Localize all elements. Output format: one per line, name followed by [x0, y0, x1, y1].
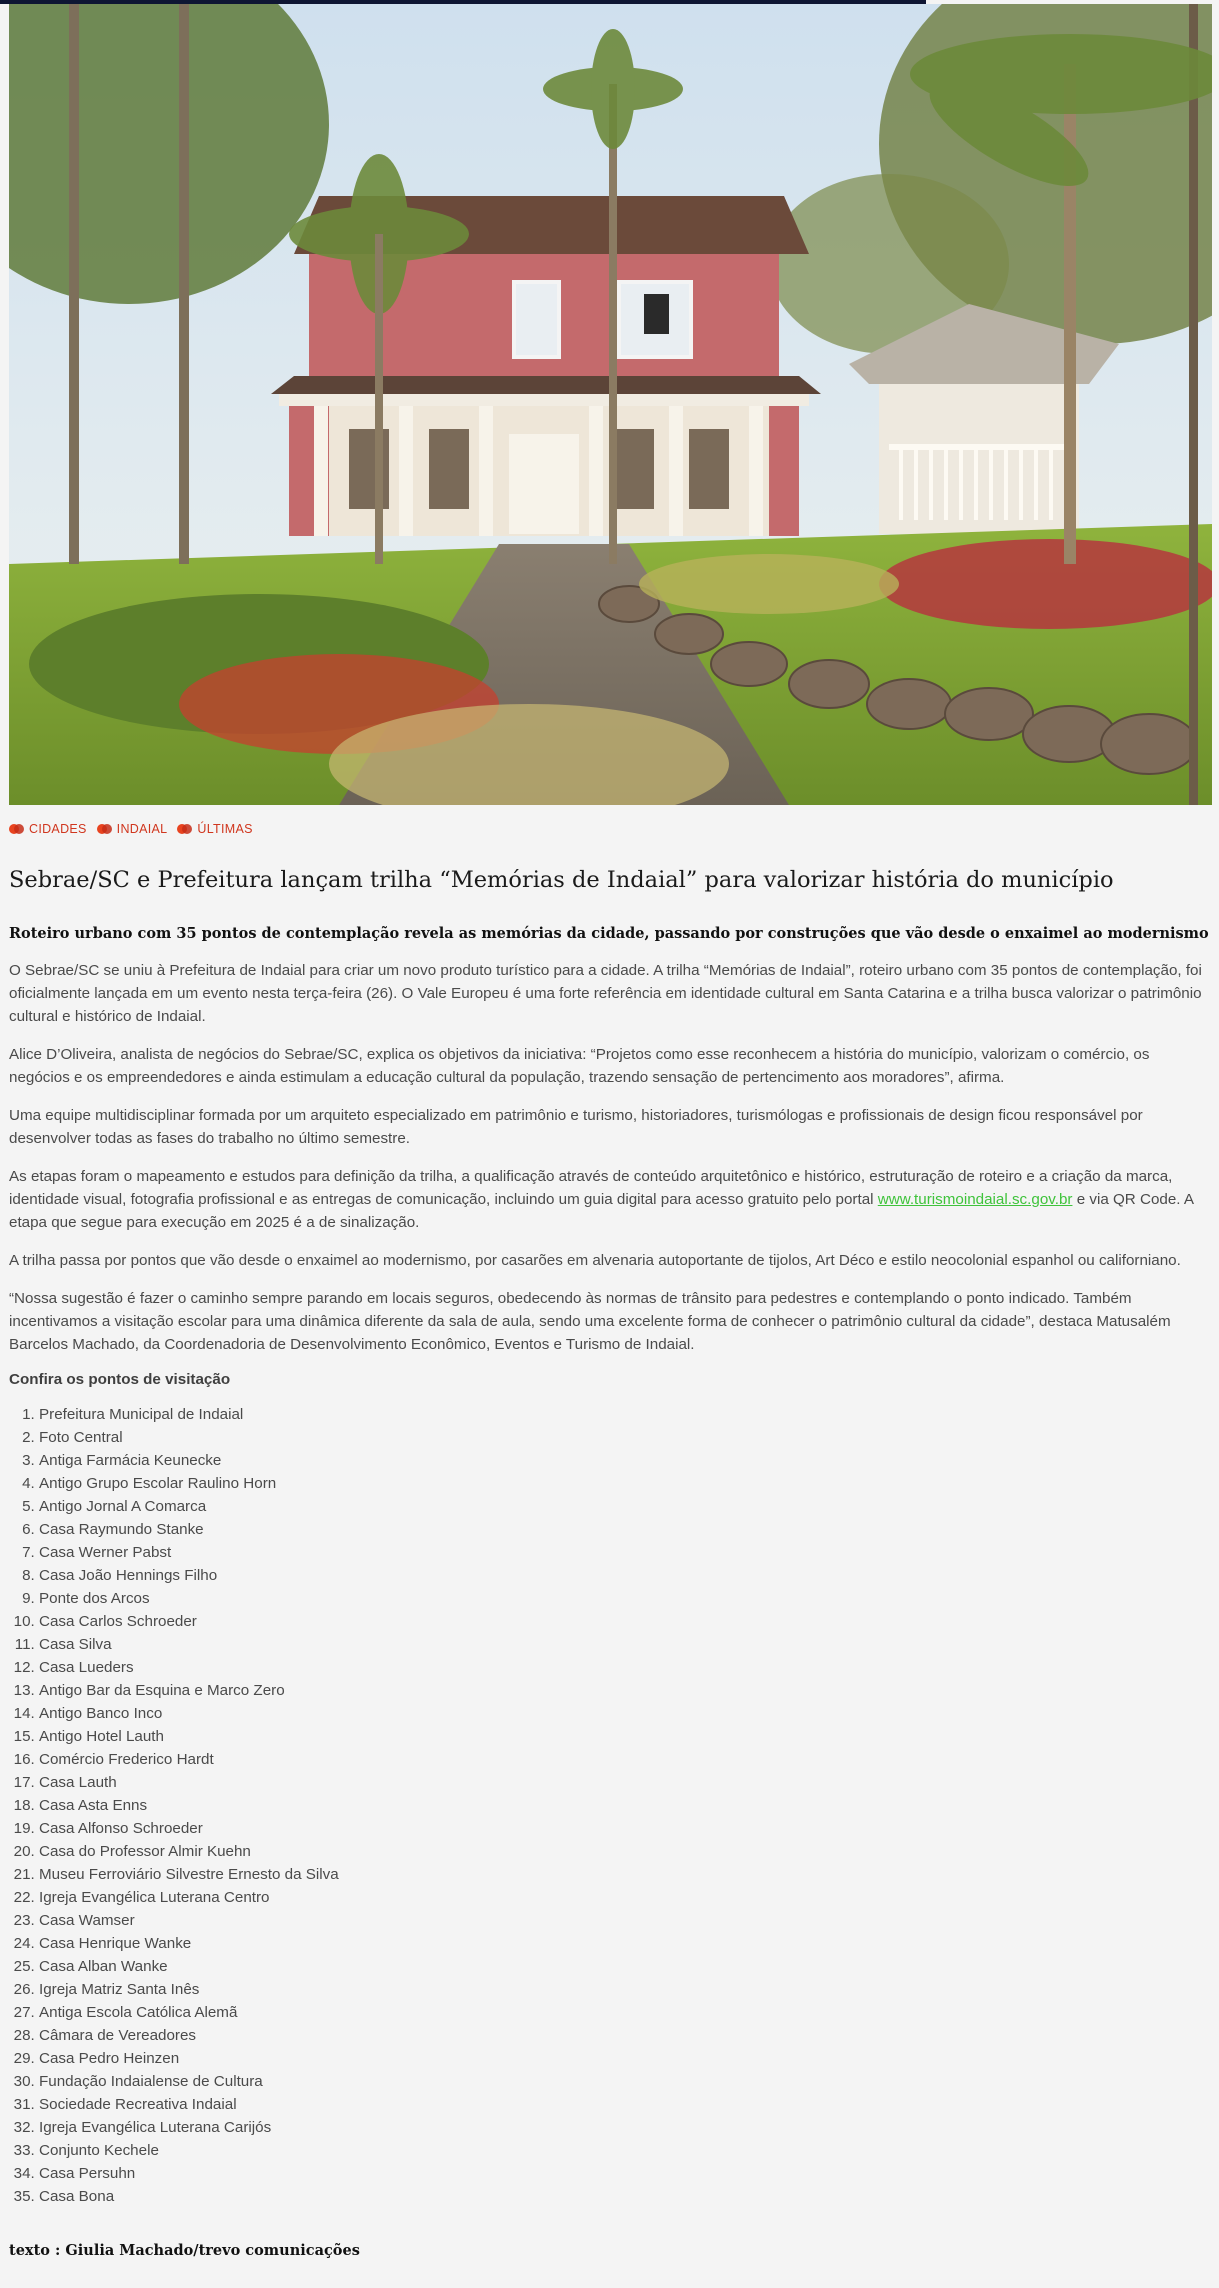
article-credit: texto : Giulia Machado/trevo comunicações — [9, 2242, 360, 2259]
tag-ultimas[interactable] — [177, 822, 252, 836]
article — [9, 866, 1212, 2259]
points-list-item: 27. Antiga Escola Católica Alemã — [39, 2001, 1212, 2024]
points-list-item: 11. Casa Silva — [39, 1633, 1212, 1656]
points-list-item: 4. Antigo Grupo Escolar Raulino Horn — [39, 1472, 1212, 1495]
tag-bullet-icon — [177, 824, 191, 834]
points-list-item: 18. Casa Asta Enns — [39, 1794, 1212, 1817]
points-list-item: 22. Igreja Evangélica Luterana Centro — [39, 1886, 1212, 1909]
points-list-item: 26. Igreja Matriz Santa Inês — [39, 1978, 1212, 2001]
tag-cidades[interactable] — [9, 822, 87, 836]
points-list-item: 7. Casa Werner Pabst — [39, 1541, 1212, 1564]
points-list-item: 31. Sociedade Recreativa Indaial — [39, 2093, 1212, 2116]
points-list-item: 15. Antigo Hotel Lauth — [39, 1725, 1212, 1748]
tag-label: INDAIAL — [116, 822, 168, 836]
tag-label: ÚLTIMAS — [197, 822, 253, 836]
points-list-item: 13. Antigo Bar da Esquina e Marco Zero — [39, 1679, 1212, 1702]
points-list-item: 28. Câmara de Vereadores — [39, 2024, 1212, 2047]
points-list-item: 34. Casa Persuhn — [39, 2162, 1212, 2185]
hero-illustration — [9, 4, 1212, 805]
points-list-item: 20. Casa do Professor Almir Kuehn — [39, 1840, 1212, 1863]
points-list-item: 33. Conjunto Kechele — [39, 2139, 1212, 2162]
points-list-item: 25. Casa Alban Wanke — [39, 1955, 1212, 1978]
article-title: Sebrae/SC e Prefeitura lançam trilha “Memórias de Indaial” para valorizar história do município — [9, 867, 1114, 893]
article-paragraph: O Sebrae/SC se uniu à Prefeitura de Indaial para criar um novo produto turístico para a cidade. A trilha “Memórias de Indaial”, roteiro urbano com 35 pontos de contemplação, foi oficialmente lançada em um evento nesta terça-feira (26). O Vale Europeu é uma forte referência em identidade cultural em Santa Catarina e a trilha busca valorizar o patrimônio cultural e histórico de Indaial. — [9, 962, 1202, 1025]
points-list-item: 21. Museu Ferroviário Silvestre Ernesto da Silva — [39, 1863, 1212, 1886]
paragraph-text: As etapas foram o mapeamento e estudos para definição da trilha, a qualificação através de conteúdo arquitetônico e histórico, estruturação de roteiro e a criação da marca, identidade visual, fotografia profissional e as entregas de comunicação, incluindo um guia digital para acesso gratuito pelo portal — [9, 1168, 1173, 1208]
category-tags — [9, 822, 253, 836]
portal-link[interactable]: www.turismoindaial.sc.gov.br — [877, 1191, 1073, 1208]
article-paragraph: Alice D’Oliveira, analista de negócios do Sebrae/SC, explica os objetivos da iniciativa: “Projetos como esse reconhecem a história do município, valorizam o comércio, os negócios e os empreendedores e ainda estimulam a educação cultural da população, trazendo sensação de pertencimento aos moradores”, afirma. — [9, 1046, 1150, 1086]
points-list-item: 35. Casa Bona — [39, 2185, 1212, 2208]
points-list-item: 3. Antiga Farmácia Keunecke — [39, 1449, 1212, 1472]
tag-bullet-icon — [9, 824, 23, 834]
points-list-item: 32. Igreja Evangélica Luterana Carijós — [39, 2116, 1212, 2139]
points-list-item: 16. Comércio Frederico Hardt — [39, 1748, 1212, 1771]
tag-indaial[interactable] — [97, 822, 168, 836]
points-list-item: 10. Casa Carlos Schroeder — [39, 1610, 1212, 1633]
points-list-item: 24. Casa Henrique Wanke — [39, 1932, 1212, 1955]
article-paragraph: “Nossa sugestão é fazer o caminho sempre parando em locais seguros, obedecendo às normas de trânsito para pedestres e contemplando o ponto indicado. Também incentivamos a visitação escolar para uma dinâmica diferente da sala de aula, sendo uma excelente forma de conhecer o patrimônio cultural da cidade”, destaca Matusalém Barcelos Machado, da Coordenadoria de Desenvolvimento Econômico, Eventos e Turismo de Indaial. — [9, 1290, 1171, 1353]
hero-image — [9, 4, 1212, 805]
points-heading: Confira os pontos de visitação — [9, 1371, 231, 1388]
article-paragraph — [9, 1165, 1212, 1234]
article-paragraph: Uma equipe multidisciplinar formada por um arquiteto especializado em patrimônio e turismo, historiadores, turismólogas e profissionais de design ficou responsável por desenvolver todas as fases do trabalho no último semestre. — [9, 1107, 1143, 1147]
points-list-item: 19. Casa Alfonso Schroeder — [39, 1817, 1212, 1840]
tag-label: CIDADES — [29, 822, 87, 836]
article-paragraph: A trilha passa por pontos que vão desde o enxaimel ao modernismo, por casarões em alvenaria autoportante de tijolos, Art Déco e estilo neocolonial espanhol ou californiano. — [9, 1252, 1181, 1269]
points-list-item: 8. Casa João Hennings Filho — [39, 1564, 1212, 1587]
points-list-item: 6. Casa Raymundo Stanke — [39, 1518, 1212, 1541]
article-subtitle: Roteiro urbano com 35 pontos de contemplação revela as memórias da cidade, passando por construções que vão desde o enxaimel ao modernismo — [9, 925, 1209, 943]
points-list-item: 5. Antigo Jornal A Comarca — [39, 1495, 1212, 1518]
points-list-item: 1. Prefeitura Municipal de Indaial — [39, 1403, 1212, 1426]
points-list-item: 30. Fundação Indaialense de Cultura — [39, 2070, 1212, 2093]
points-list-item: 14. Antigo Banco Inco — [39, 1702, 1212, 1725]
points-list-item: 23. Casa Wamser — [39, 1909, 1212, 1932]
points-list-item: 17. Casa Lauth — [39, 1771, 1212, 1794]
points-list-item: 29. Casa Pedro Heinzen — [39, 2047, 1212, 2070]
points-list-item: 2. Foto Central — [39, 1426, 1212, 1449]
tag-bullet-icon — [97, 824, 111, 834]
points-list — [9, 1403, 1212, 2208]
points-list-item: 9. Ponte dos Arcos — [39, 1587, 1212, 1610]
points-list-item: 12. Casa Lueders — [39, 1656, 1212, 1679]
paragraph-text: e via QR Code. A etapa que segue para execução em 2025 é a de sinalização. — [9, 1191, 1194, 1231]
